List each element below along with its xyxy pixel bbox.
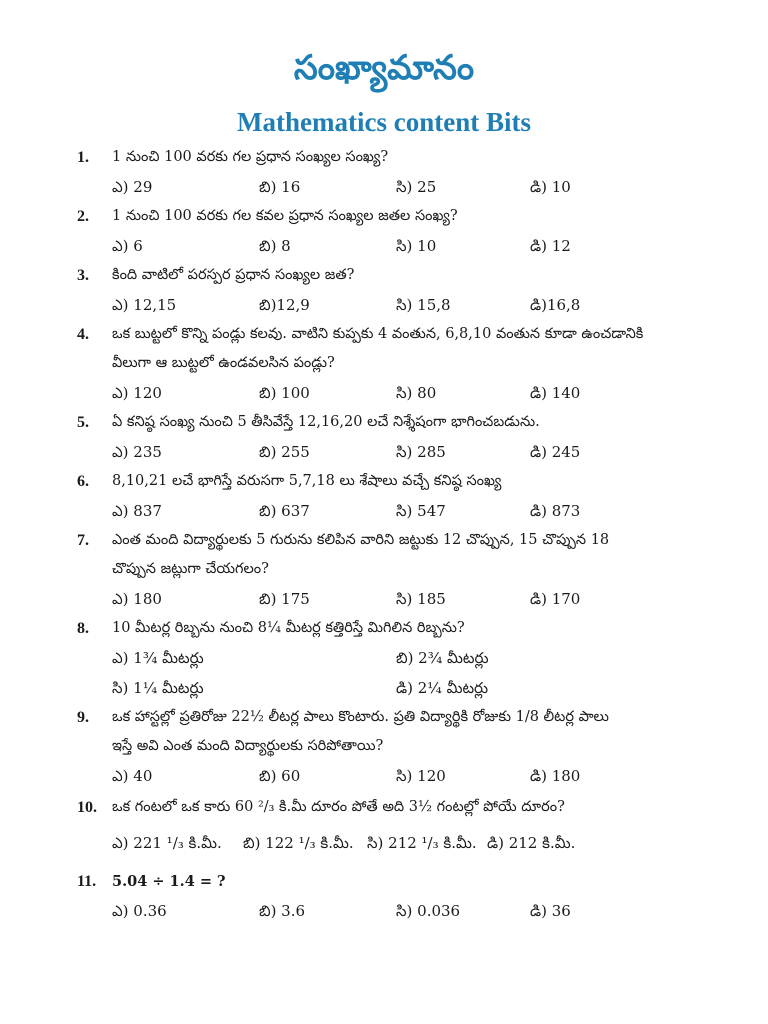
- answer-option: బి) 8: [259, 237, 291, 255]
- options-row: [0, 896, 768, 926]
- answer-option: డి) 36: [530, 902, 571, 920]
- answer-option: ఎ) 180: [112, 590, 162, 608]
- question-text: [0, 526, 768, 555]
- question-number: 8.: [77, 620, 89, 637]
- answer-option: సి) 10: [396, 237, 437, 255]
- question-list: [0, 143, 768, 926]
- question-item: [0, 408, 768, 467]
- answer-option: డి) 170: [530, 590, 581, 608]
- question-number: 11.: [77, 873, 97, 890]
- question-text-line: ఎంత మంది విద్యార్థులకు 5 గురును కలిపిన వారిని జట్టుకు 12 చొప్పున, 15 చొప్పున 18: [112, 532, 610, 548]
- answer-option: సి) 185: [396, 590, 446, 608]
- question-number: 4.: [77, 326, 89, 343]
- question-text: [0, 467, 768, 496]
- answer-option: ఎ) 6: [112, 237, 143, 255]
- answer-option: డి) 873: [530, 502, 581, 520]
- question-text-line: 10 మీటర్ల రిబ్బను నుంచి 8¼ మీటర్ల కత్తిరిస్తే మిగిలిన రిబ్బను?: [112, 620, 465, 636]
- question-number: 3.: [77, 267, 89, 284]
- answer-option: డి)16,8: [530, 296, 581, 314]
- answer-option: సి) 15,8: [396, 296, 451, 314]
- question-text-line: ఒక బుట్టలో కొన్ని పండ్లు కలవు. వాటిని కుప్పకు 4 వంతున, 6,8,10 వంతున కూడా ఉంచడానికి: [112, 326, 644, 342]
- question-text-line: కింది వాటిలో పరస్పర ప్రధాన సంఖ్యల జత?: [112, 267, 355, 283]
- question-number: 1.: [77, 149, 89, 166]
- answer-option: ఎ) 40: [112, 767, 153, 785]
- question-text: [0, 614, 768, 643]
- question-number: 7.: [77, 532, 89, 549]
- answer-option: డి) 140: [530, 384, 581, 402]
- question-number: 5.: [77, 414, 89, 431]
- question-item: [0, 526, 768, 614]
- options-row: [0, 231, 768, 261]
- options-row: [0, 822, 768, 867]
- question-text: [0, 202, 768, 231]
- question-number: 9.: [77, 709, 89, 726]
- question-number: 2.: [77, 208, 89, 225]
- answer-option: సి) 120: [396, 767, 446, 785]
- answer-option: ఎ) 29: [112, 178, 153, 196]
- answer-option: ఎ) 221 ¹/₃ కి.మీ.: [112, 834, 222, 852]
- answer-option: బి)12,9: [259, 296, 310, 314]
- answer-option: ఎ) 837: [112, 502, 162, 520]
- options-row: [0, 172, 768, 202]
- question-text-line: ఒక గంటలో ఒక కారు 60 ²/₃ కి.మీ దూరం పోతే అది 3½ గంటల్లో పోయే దూరం?: [112, 799, 565, 815]
- question-text-line: ఏ కనిష్ఠ సంఖ్య నుంచి 5 తీసివేస్తే 12,16,20 లచే నిశ్శేషంగా భాగించబడును.: [112, 414, 540, 430]
- page-title: సంఖ్యామానం: [293, 48, 475, 88]
- answer-option: బి) 100: [259, 384, 310, 402]
- answer-option: బి) 175: [259, 590, 310, 608]
- options-row: [0, 378, 768, 408]
- answer-option: బి) 2¾ మీటర్లు: [396, 649, 489, 667]
- question-item: [0, 793, 768, 867]
- answer-option: డి) 180: [530, 767, 581, 785]
- question-text: [0, 143, 768, 172]
- answer-option: ఎ) 235: [112, 443, 162, 461]
- options-row: [0, 437, 768, 467]
- question-item: [0, 467, 768, 526]
- question-item: [0, 703, 768, 791]
- question-item: [0, 320, 768, 408]
- question-text-line: ఇస్తే అవి ఎంత మంది విద్యార్థులకు సరిపోతాయి?: [112, 738, 384, 754]
- question-text-line: చొప్పున జట్లుగా చేయగలం?: [112, 561, 269, 577]
- answer-option: సి) 0.036: [396, 902, 461, 920]
- question-number: 6.: [77, 473, 89, 490]
- question-item: [0, 261, 768, 320]
- answer-option: ఎ) 1¾ మీటర్లు: [112, 649, 204, 667]
- question-text: [0, 261, 768, 290]
- question-text: [0, 320, 768, 349]
- question-text-line: 8,10,21 లచే భాగిస్తే వరుసగా 5,7,18 లు శేషాలు వచ్చే కనిష్ఠ సంఖ్య: [112, 473, 502, 489]
- answer-option: ఎ) 0.36: [112, 902, 167, 920]
- options-row: [0, 761, 768, 791]
- question-text: [0, 703, 768, 732]
- options-row: [0, 643, 768, 673]
- options-row: [0, 673, 768, 703]
- options-row: [0, 496, 768, 526]
- answer-option: డి) 245: [530, 443, 581, 461]
- question-item: [0, 202, 768, 261]
- answer-option: డి) 2¼ మీటర్లు: [396, 679, 489, 697]
- answer-option: బి) 637: [259, 502, 310, 520]
- question-text: [0, 555, 768, 584]
- question-text: [0, 867, 768, 896]
- question-text: [0, 732, 768, 761]
- answer-option: సి) 1¼ మీటర్లు: [112, 679, 204, 697]
- question-text-line: 5.04 ÷ 1.4 = ?: [112, 873, 226, 890]
- answer-option: సి) 25: [396, 178, 437, 196]
- question-item: [0, 143, 768, 202]
- answer-option: బి) 3.6: [259, 902, 306, 920]
- answer-option: బి) 255: [259, 443, 310, 461]
- answer-option: బి) 122 ¹/₃ కి.మీ.: [243, 834, 354, 852]
- answer-option: డి) 212 కి.మీ.: [487, 834, 576, 852]
- answer-option: బి) 16: [259, 178, 301, 196]
- answer-option: సి) 285: [396, 443, 446, 461]
- question-text: [0, 408, 768, 437]
- answer-option: బి) 60: [259, 767, 301, 785]
- answer-option: సి) 212 ¹/₃ కి.మీ.: [367, 834, 477, 852]
- question-text: [0, 793, 768, 822]
- answer-option: డి) 10: [530, 178, 571, 196]
- answer-option: సి) 80: [396, 384, 437, 402]
- question-item: [0, 614, 768, 703]
- question-text-line: వీలుగా ఆ బుట్టలో ఉండవలసిన పండ్లు?: [112, 355, 335, 371]
- question-text-line: 1 నుంచి 100 వరకు గల కవల ప్రధాన సంఖ్యల జతల సంఖ్య?: [112, 208, 458, 224]
- question-text-line: 1 నుంచి 100 వరకు గల ప్రధాన సంఖ్యల సంఖ్య?: [112, 149, 389, 165]
- answer-option: డి) 12: [530, 237, 571, 255]
- options-row: [0, 584, 768, 614]
- question-number: 10.: [77, 799, 97, 816]
- answer-option: ఎ) 12,15: [112, 296, 177, 314]
- question-text: [0, 349, 768, 378]
- answer-option: ఎ) 120: [112, 384, 162, 402]
- page-subtitle: Mathematics content Bits: [237, 107, 531, 137]
- question-item: [0, 867, 768, 926]
- question-text-line: ఒక హాస్టల్లో ప్రతిరోజు 22½ లీటర్ల పాలు కొంటారు. ప్రతి విద్యార్థికి రోజుకు 1/8 లీటర్ల పాలు: [112, 709, 609, 725]
- answer-option: సి) 547: [396, 502, 446, 520]
- options-row: [0, 290, 768, 320]
